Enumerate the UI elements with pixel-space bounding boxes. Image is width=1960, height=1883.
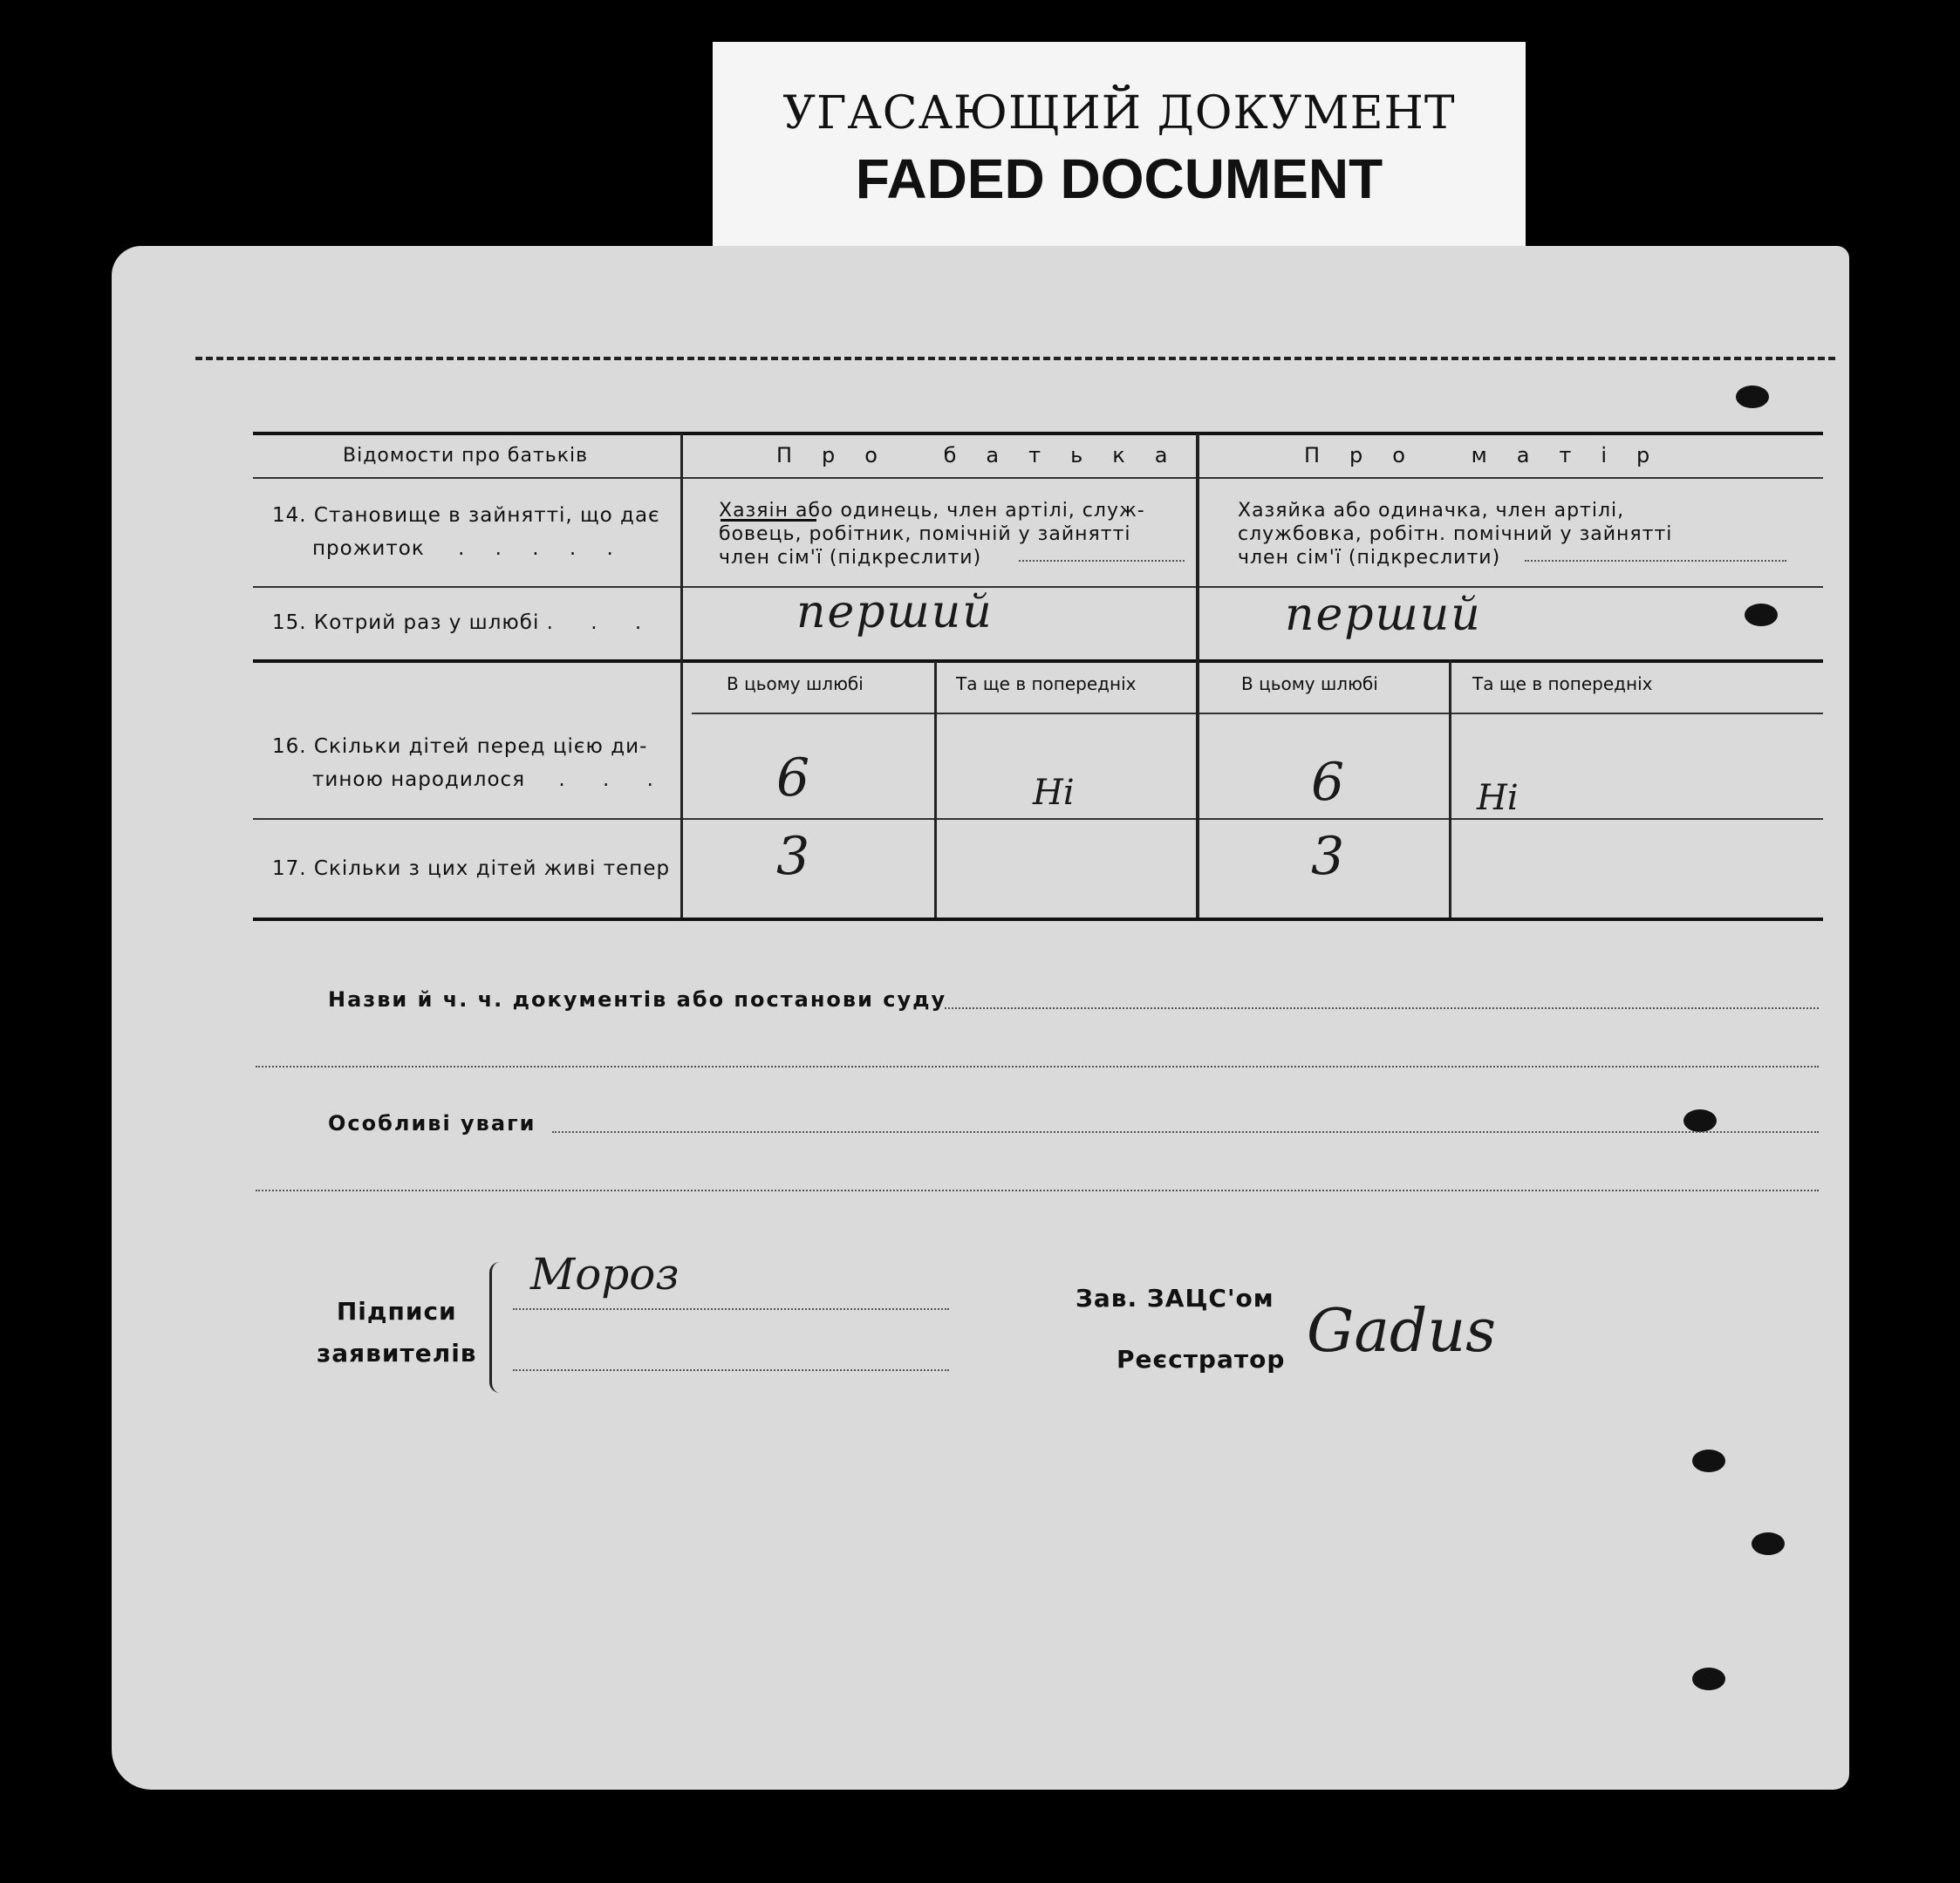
row15-label-text: 15. Котрий раз у шлюбі . bbox=[272, 611, 554, 634]
table-header-rule bbox=[253, 477, 1823, 479]
remarks-label: Особливі уваги bbox=[328, 1111, 536, 1136]
column-divider-parents bbox=[1196, 433, 1199, 918]
mother-subheader-this: В цьому шлюбі bbox=[1241, 673, 1378, 694]
row16-label-dots: . . . bbox=[558, 768, 669, 791]
father-occupation-line1: Хазяін або одинець, член артілі, служ- bbox=[719, 500, 1145, 522]
father-children-this-marriage: 6 bbox=[776, 747, 810, 808]
archival-stamp bbox=[713, 42, 1526, 251]
punch-hole bbox=[1692, 1668, 1725, 1690]
father-occupation-underline bbox=[720, 519, 816, 522]
row17-label: 17. Скільки з цих дітей живі тепер bbox=[272, 857, 671, 880]
father-occupation-dotline bbox=[1019, 560, 1185, 562]
row16-label bbox=[272, 730, 669, 796]
perforation-line bbox=[195, 357, 1835, 360]
father-occupation-options bbox=[719, 499, 1145, 570]
header-mother: Про матір bbox=[1304, 443, 1680, 467]
punch-hole bbox=[1752, 1532, 1785, 1555]
applicant-signature-line-1 bbox=[513, 1308, 949, 1310]
subheader-rule bbox=[692, 713, 1823, 714]
stamp-russian-text: УГАСАЮЩИЙ ДОКУМЕНТ bbox=[782, 87, 1456, 140]
father-subheader-prev: Та ще в попередніх bbox=[956, 673, 1137, 694]
mother-children-previous: Ні bbox=[1477, 778, 1519, 818]
father-occupation-line3: член сім'ї (підкреслити) bbox=[719, 547, 982, 569]
mother-occupation-line1: Хазяйка або одиначка, член артілі, bbox=[1238, 500, 1625, 522]
applicant-signature-line-2 bbox=[513, 1369, 949, 1371]
remarks-line-1 bbox=[552, 1131, 1819, 1133]
remarks-line-2 bbox=[256, 1190, 1819, 1191]
row14-rule bbox=[253, 586, 1823, 588]
applicant-signature: Мороз bbox=[530, 1249, 680, 1300]
father-marriage-count: перший bbox=[796, 586, 994, 638]
registrar-signature: Gadus bbox=[1307, 1297, 1497, 1366]
column-divider-label bbox=[680, 433, 683, 918]
row15-label-dots: . . bbox=[591, 611, 658, 634]
header-parents-info: Відомости про батьків bbox=[343, 445, 589, 467]
punch-hole bbox=[1692, 1450, 1725, 1472]
applicants-label-line1: Підписи bbox=[336, 1297, 457, 1326]
row14-label-line1: 14. Становище в зайнятті, що дає bbox=[272, 504, 660, 527]
punch-hole bbox=[1736, 385, 1769, 408]
stamp-english-text: FADED DOCUMENT bbox=[855, 147, 1383, 210]
documents-line-2 bbox=[256, 1066, 1819, 1068]
column-divider-father-prev bbox=[934, 661, 937, 918]
header-father: Про батька bbox=[776, 443, 1198, 467]
row15-label bbox=[272, 606, 657, 639]
father-children-living: 3 bbox=[776, 826, 810, 887]
row14-label-line2: прожиток bbox=[312, 537, 425, 560]
table-bottom-rule bbox=[253, 918, 1823, 921]
punch-hole bbox=[1683, 1109, 1717, 1132]
mother-children-living: 3 bbox=[1311, 826, 1345, 887]
row15-rule bbox=[253, 659, 1823, 663]
applicants-brace bbox=[489, 1262, 504, 1393]
mother-children-this-marriage: 6 bbox=[1311, 752, 1345, 813]
registrar-label: Реєстратор bbox=[1117, 1345, 1286, 1374]
mother-marriage-count: перший bbox=[1285, 589, 1482, 641]
mother-occupation-dotline bbox=[1525, 560, 1786, 562]
mother-occupation-line2: службовка, робітн. помічний у зайнятті bbox=[1238, 523, 1673, 545]
table-top-rule bbox=[253, 432, 1823, 435]
row16-label-line2: тиною народилося bbox=[312, 768, 526, 791]
father-subheader-this: В цьому шлюбі bbox=[727, 673, 864, 694]
row16-rule bbox=[253, 818, 1823, 820]
row14-label-dots: . . . . . bbox=[458, 537, 625, 560]
row16-label-line1: 16. Скільки дітей перед цією ди- bbox=[272, 735, 648, 758]
punch-hole bbox=[1745, 604, 1778, 626]
row14-label bbox=[272, 499, 660, 565]
applicants-label bbox=[317, 1291, 477, 1375]
zags-head-label: Зав. ЗАЦС'ом bbox=[1076, 1284, 1274, 1313]
father-occupation-line2: бовець, робітник, помічній у зайнятті bbox=[719, 523, 1131, 545]
form-sheet bbox=[112, 246, 1849, 1790]
applicants-label-line2: заявителів bbox=[317, 1339, 477, 1368]
documents-line-1 bbox=[945, 1007, 1819, 1009]
documents-label: Назви й ч. ч. документів або постанови суду bbox=[328, 987, 947, 1012]
column-divider-mother-prev bbox=[1449, 661, 1451, 918]
mother-subheader-prev: Та ще в попередніх bbox=[1472, 673, 1653, 694]
mother-occupation-line3: член сім'ї (підкреслити) bbox=[1238, 547, 1501, 569]
father-children-previous: Ні bbox=[1033, 773, 1075, 813]
mother-occupation-options bbox=[1238, 499, 1672, 570]
